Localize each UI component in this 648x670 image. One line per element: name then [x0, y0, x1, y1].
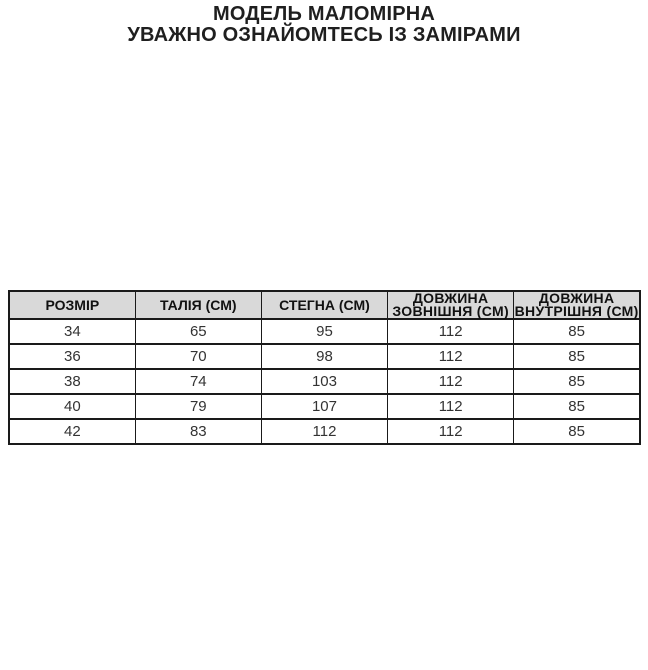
waist-cell: 83	[135, 419, 261, 444]
col-header-inner-length-line2: ВНУТРІШНЯ (СМ)	[514, 303, 639, 319]
col-header-hips: СТЕГНА (СМ)	[261, 291, 387, 319]
col-header-size: РОЗМІР	[9, 291, 135, 319]
waist-cell: 65	[135, 319, 261, 344]
table-row	[9, 319, 640, 344]
inner-length-cell: 85	[514, 344, 640, 369]
table-row	[9, 394, 640, 419]
waist-cell: 70	[135, 344, 261, 369]
table-row	[9, 419, 640, 444]
page-title-line1: МОДЕЛЬ МАЛОМІРНА	[212, 3, 436, 25]
hips-cell: 98	[261, 344, 387, 369]
inner-length-cell: 85	[514, 369, 640, 394]
size-table-header-row	[9, 291, 640, 319]
col-header-outer-length-line2: ЗОВНІШНЯ (СМ)	[392, 303, 509, 319]
col-header-inner-length-line1: ДОВЖИНА	[538, 290, 615, 306]
col-header-outer-length	[388, 291, 514, 319]
inner-length-cell: 85	[514, 319, 640, 344]
hips-cell: 112	[261, 419, 387, 444]
inner-length-cell: 85	[514, 419, 640, 444]
page-title	[0, 0, 648, 46]
waist-cell: 79	[135, 394, 261, 419]
size-cell: 40	[9, 394, 135, 419]
outer-length-cell: 112	[388, 394, 514, 419]
outer-length-cell: 112	[388, 319, 514, 344]
hips-cell: 95	[261, 319, 387, 344]
col-header-outer-length-line1: ДОВЖИНА	[412, 290, 489, 306]
col-header-inner-length-text	[514, 292, 639, 318]
outer-length-cell: 112	[388, 344, 514, 369]
size-cell: 36	[9, 344, 135, 369]
size-table	[8, 290, 641, 445]
size-cell: 42	[9, 419, 135, 444]
size-cell: 34	[9, 319, 135, 344]
outer-length-cell: 112	[388, 369, 514, 394]
col-header-waist: ТАЛІЯ (СМ)	[135, 291, 261, 319]
waist-cell: 74	[135, 369, 261, 394]
page-title-line2: УВАЖНО ОЗНАЙОМТЕСЬ ІЗ ЗАМІРАМИ	[127, 24, 521, 46]
hips-cell: 107	[261, 394, 387, 419]
table-row	[9, 369, 640, 394]
inner-length-cell: 85	[514, 394, 640, 419]
outer-length-cell: 112	[388, 419, 514, 444]
col-header-outer-length-text	[388, 292, 513, 318]
col-header-inner-length	[514, 291, 640, 319]
hips-cell: 103	[261, 369, 387, 394]
table-row	[9, 344, 640, 369]
size-cell: 38	[9, 369, 135, 394]
